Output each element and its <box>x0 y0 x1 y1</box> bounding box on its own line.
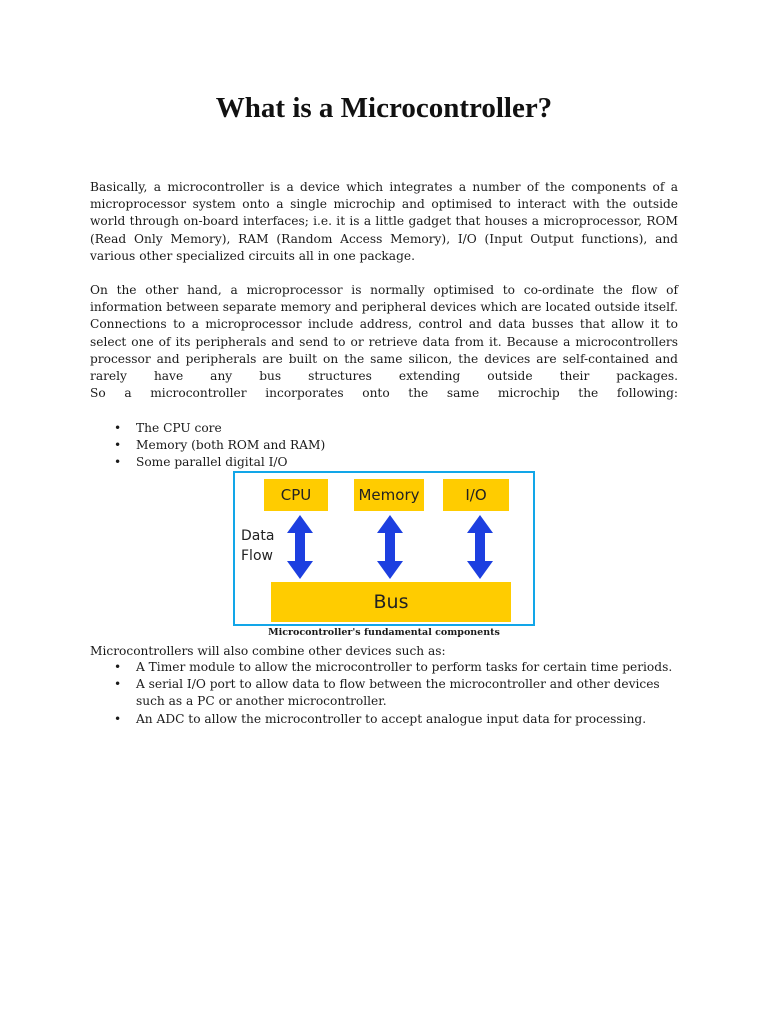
list-item: • Some parallel digital I/O <box>90 454 690 471</box>
list-item: • The CPU core <box>90 420 690 437</box>
microcontroller-diagram <box>233 471 535 626</box>
double-arrow-icon <box>287 515 313 579</box>
paragraph-other-devices: Microcontrollers will also combine other devices such as: <box>90 644 446 658</box>
paragraph-intro: Basically, a microcontroller is a device which integrates a number of the components of a microprocessor system onto a single microchip and optimised to interact with the outside world through on-board interfaces; i.e. it is a little gadget that houses a microprocessor, ROM (Read Only Memory), RAM (Random Access Memory), I/O (Input Output functions), and various other specialized circuits all in one package. <box>90 180 678 263</box>
cpu-box: CPU <box>264 479 328 511</box>
paragraph-microprocessor <box>90 282 678 402</box>
paragraph-microprocessor-last-line: So a microcontroller incorporates onto the same microchip the following: <box>90 386 678 401</box>
memory-box: Memory <box>354 479 424 511</box>
double-arrow-icon <box>377 515 403 579</box>
page-title: What is a Microcontroller? <box>215 92 553 124</box>
list-item: • An ADC to allow the microcontroller to accept analogue input data for processing. <box>90 711 688 728</box>
double-arrow-icon <box>467 515 493 579</box>
other-devices-list <box>90 659 690 728</box>
io-box: I/O <box>443 479 509 511</box>
data-flow-label <box>241 526 285 566</box>
list-item: • A serial I/O port to allow data to flow between the microcontroller and other devices such as a PC or another microcontroller. <box>90 676 688 710</box>
list-item: • A Timer module to allow the microcontroller to perform tasks for certain time periods. <box>90 659 688 676</box>
diagram-caption: Microcontroller's fundamental components <box>268 627 500 638</box>
list-item: • Memory (both ROM and RAM) <box>90 437 690 454</box>
core-components-list <box>90 420 690 472</box>
bus-box: Bus <box>271 582 511 622</box>
data-flow-label-line1: Data <box>241 528 275 544</box>
paragraph-microprocessor-text: On the other hand, a microprocessor is normally optimised to co-ordinate the flow of information between separate memory and peripheral devices which are located outside itself. Connections to a microprocessor include address, control and data busses that allow it to select one of its peripherals and send to or retrieve data from it. Because a microcontrollers processor and peripherals are built on the same silicon, the devices are self-contained and rarely have any bus structures extending outside their packages. <box>90 283 678 384</box>
data-flow-label-line2: Flow <box>241 548 273 564</box>
